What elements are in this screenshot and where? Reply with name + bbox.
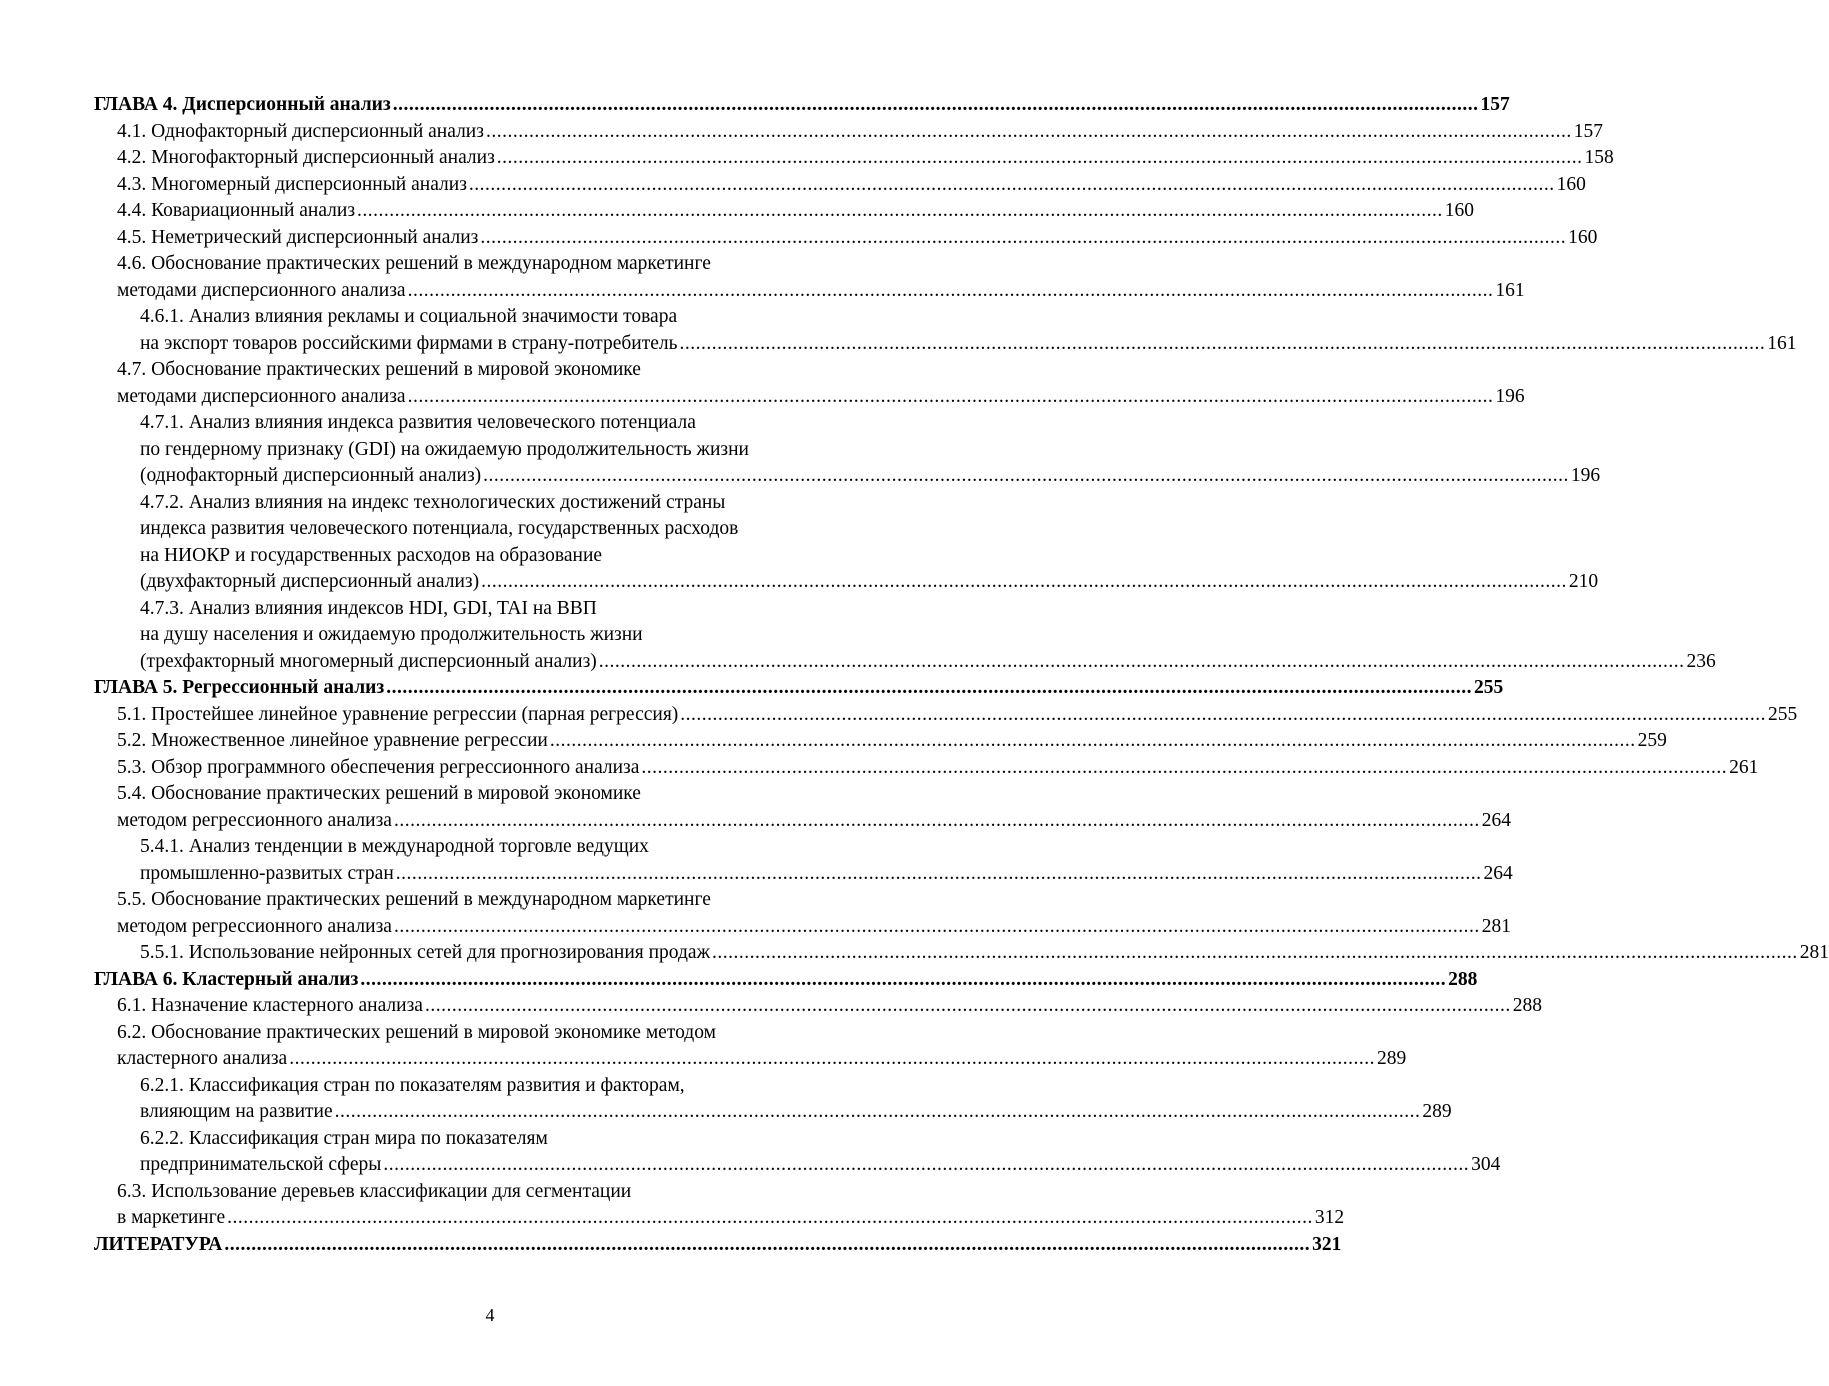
toc-section[interactable] [94, 145, 1614, 172]
toc-chapter[interactable] [94, 1232, 1342, 1259]
toc-page-number: 259 [1637, 730, 1667, 751]
dot-leader [641, 755, 1727, 782]
toc-entry-line [117, 172, 1586, 199]
toc-entry-text: 4.7.3. Анализ влияния индексов HDI, GDI, TAI на ВВП [140, 597, 597, 619]
toc-page-number: 281 [1799, 942, 1829, 963]
toc-entry-text: 4.6. Обоснование практических решений в международном маркетинге [117, 253, 711, 274]
toc-page-number: 196 [1495, 385, 1525, 407]
toc-entry-line [140, 569, 1599, 596]
toc-entry-text: методами дисперсионного анализа [117, 279, 406, 301]
toc-page-number: 158 [1584, 147, 1614, 168]
dot-leader [360, 967, 1446, 994]
toc-entry-text: 5.3. Обзор программного обеспечения регрессионного анализа [117, 756, 640, 778]
toc-entry-line [140, 861, 1513, 888]
toc-subsection[interactable] [94, 304, 1797, 357]
dot-leader [335, 1099, 1421, 1126]
toc-entry-text: по гендерному признаку (GDI) на ожидаемую продолжительность жизни [140, 438, 749, 460]
toc-page-number: 161 [1495, 279, 1525, 301]
toc-entry-text: 6.2. Обоснование практических решений в мировой экономике методом [117, 1021, 716, 1043]
toc-section[interactable] [94, 1179, 1345, 1232]
toc-entry-text: предпринимательской сферы [140, 1154, 382, 1175]
toc-entry-text: влияющим на развитие [140, 1101, 333, 1122]
toc-entry-text: методом регрессионного анализа [117, 809, 392, 831]
toc-entry-text: 5.5.1. Использование нейронных сетей для прогнозирования продаж [140, 942, 711, 963]
toc-page-number: 261 [1729, 756, 1759, 778]
dot-leader [497, 145, 1583, 172]
toc-chapter[interactable] [94, 675, 1504, 702]
toc-entry-line [117, 755, 1759, 782]
toc-page-number: 289 [1376, 1048, 1407, 1069]
toc-entry-text: на НИОКР и государственных расходов на образование [140, 544, 603, 566]
toc-entry-text: методами дисперсионного анализа [117, 385, 406, 407]
toc-entry-line [117, 225, 1598, 252]
dot-leader [394, 914, 1480, 941]
toc-entry-text: 4.5. Неметрический дисперсионный анализ [117, 226, 479, 248]
toc-entry-text: 5.4.1. Анализ тенденции в международной торговле ведущих [140, 836, 649, 857]
toc-entry-line [117, 993, 1542, 1020]
toc-section[interactable] [94, 198, 1475, 225]
toc-page-number: 321 [1312, 1233, 1342, 1255]
table-of-contents [94, 92, 1829, 1258]
toc-page-number: 157 [1480, 94, 1510, 115]
toc-entry-line [117, 728, 1667, 755]
toc-section[interactable] [94, 119, 1603, 146]
dot-leader [227, 1205, 1313, 1232]
toc-entry-line [117, 1205, 1345, 1232]
toc-section[interactable] [94, 357, 1525, 410]
toc-subsection[interactable] [94, 940, 1829, 967]
toc-entry-line [94, 1232, 1342, 1259]
toc-page-number: 304 [1471, 1154, 1501, 1175]
toc-entry-text: ГЛАВА 4. Дисперсионный анализ [94, 94, 391, 115]
toc-entry-text: 5.1. Простейшее линейное уравнение регрессии (парная регрессия) [117, 703, 679, 725]
toc-entry-text: методом регрессионного анализа [117, 915, 392, 937]
toc-subsection[interactable] [94, 596, 1716, 676]
toc-section[interactable] [94, 887, 1511, 940]
toc-section[interactable] [94, 702, 1798, 729]
toc-entry-line [94, 92, 1510, 119]
toc-entry-text: 4.6.1. Анализ влияния рекламы и социальной значимости товара [140, 306, 678, 327]
dot-leader [481, 569, 1567, 596]
dot-leader [680, 702, 1766, 729]
toc-subsection[interactable] [94, 1126, 1501, 1179]
dot-leader [408, 384, 1494, 411]
toc-page-number: 160 [1556, 173, 1586, 195]
toc-chapter[interactable] [94, 967, 1478, 994]
toc-entry-text: на экспорт товаров российскими фирмами в страну-потребитель [140, 332, 678, 354]
toc-entry-text: 5.5. Обоснование практических решений в международном маркетинге [117, 889, 711, 910]
toc-entry-text: 4.7.2. Анализ влияния на индекс технологических достижений страны [140, 491, 726, 513]
toc-page-number: 281 [1481, 915, 1511, 937]
toc-page-number: 288 [1512, 995, 1542, 1016]
toc-entry-line [117, 278, 1525, 305]
toc-entry-text: 4.4. Ковариационный анализ [117, 200, 356, 221]
toc-entry-text: (однофакторный дисперсионный анализ) [140, 465, 482, 486]
toc-entry-line [140, 1152, 1501, 1179]
dot-leader [425, 993, 1511, 1020]
toc-section[interactable] [94, 251, 1525, 304]
toc-page-number: 264 [1481, 809, 1511, 831]
toc-entry-line [117, 119, 1603, 146]
dot-leader [486, 119, 1572, 146]
toc-page-number: 161 [1767, 332, 1797, 354]
toc-page-number: 255 [1768, 703, 1798, 725]
toc-page-number: 255 [1473, 677, 1504, 698]
toc-subsection[interactable] [94, 834, 1513, 887]
dot-leader [550, 728, 1636, 755]
toc-section[interactable] [94, 1020, 1407, 1073]
toc-entry-line [140, 940, 1829, 967]
toc-entry-text: кластерного анализа [117, 1048, 288, 1069]
dot-leader [393, 92, 1479, 119]
dot-leader [469, 172, 1555, 199]
toc-entry-text: 5.4. Обоснование практических решений в мировой экономике [117, 783, 641, 804]
toc-entry-text: на душу населения и ожидаемую продолжительность жизни [140, 624, 643, 645]
toc-entry-line [117, 1046, 1407, 1073]
toc-section[interactable] [94, 755, 1759, 782]
toc-entry-line [117, 702, 1798, 729]
toc-page-number: 288 [1448, 968, 1478, 990]
toc-entry-line [117, 145, 1614, 172]
dot-leader [289, 1046, 1375, 1073]
toc-entry-text: промышленно-развитых стран [140, 862, 394, 884]
toc-page-number: 264 [1483, 862, 1513, 884]
toc-entry-line [117, 808, 1511, 835]
toc-entry-text: 4.3. Многомерный дисперсионный анализ [117, 173, 467, 195]
toc-entry-line [140, 649, 1716, 676]
toc-entry-text: (двухфакторный дисперсионный анализ) [140, 571, 480, 592]
toc-entry-text: 4.1. Однофакторный дисперсионный анализ [117, 120, 484, 142]
toc-entry-line [94, 967, 1478, 994]
dot-leader [712, 940, 1798, 967]
toc-section[interactable] [94, 993, 1542, 1020]
toc-entry-line [140, 331, 1797, 358]
toc-page-number: 157 [1573, 120, 1603, 142]
dot-leader [386, 675, 1472, 702]
toc-subsection[interactable] [94, 1073, 1452, 1126]
toc-entry-text: 6.1. Назначение кластерного анализа [117, 995, 423, 1016]
toc-section[interactable] [94, 225, 1598, 252]
toc-entry-text: 4.7. Обоснование практических решений в мировой экономике [117, 359, 641, 380]
toc-entry-text: 4.2. Многофакторный дисперсионный анализ [117, 147, 495, 168]
toc-page-number: 196 [1570, 465, 1601, 486]
toc-section[interactable] [94, 172, 1586, 199]
toc-entry-line [94, 675, 1504, 702]
toc-section[interactable] [94, 728, 1667, 755]
toc-entry-text: индекса развития человеческого потенциала, государственных расходов [140, 518, 739, 539]
toc-page-number: 160 [1568, 226, 1598, 248]
toc-entry-line [140, 463, 1601, 490]
toc-entry-text: ЛИТЕРАТУРА [94, 1233, 223, 1255]
toc-chapter[interactable] [94, 92, 1510, 119]
toc-page-number: 210 [1568, 571, 1599, 592]
toc-page-number: 312 [1314, 1207, 1345, 1228]
dot-leader [480, 225, 1566, 252]
toc-entry-text: в маркетинге [117, 1207, 226, 1228]
toc-entry-text: 6.3. Использование деревьев классификации для сегментации [117, 1180, 632, 1202]
toc-entry-line [117, 198, 1475, 225]
toc-page-number: 289 [1422, 1101, 1452, 1122]
toc-section[interactable] [94, 781, 1511, 834]
toc-subsection[interactable] [94, 490, 1599, 596]
toc-entry-text: 4.7.1. Анализ влияния индекса развития человеческого потенциала [140, 412, 696, 433]
dot-leader [357, 198, 1443, 225]
dot-leader [396, 861, 1482, 888]
toc-page-number: 160 [1444, 200, 1475, 221]
toc-entry-text: ГЛАВА 6. Кластерный анализ [94, 968, 359, 990]
toc-entry-line [117, 914, 1511, 941]
toc-entry-text: 6.2.2. Классификация стран мира по показателям [140, 1127, 548, 1149]
dot-leader [224, 1232, 1310, 1259]
toc-page-number: 236 [1686, 650, 1716, 672]
dot-leader [408, 278, 1494, 305]
toc-entry-line [117, 384, 1525, 411]
dot-leader [383, 1152, 1469, 1179]
dot-leader [483, 463, 1569, 490]
toc-entry-text: (трехфакторный многомерный дисперсионный анализ) [140, 650, 597, 672]
toc-subsection[interactable] [94, 410, 1601, 490]
dot-leader [599, 649, 1685, 676]
dot-leader [680, 331, 1766, 358]
toc-entry-text: ГЛАВА 5. Регрессионный анализ [94, 677, 385, 698]
toc-entry-text: 5.2. Множественное линейное уравнение регрессии [117, 730, 548, 751]
toc-entry-text: 6.2.1. Классификация стран по показателям развития и факторам, [140, 1074, 685, 1096]
toc-entry-line [140, 1099, 1452, 1126]
page-number: 4 [485, 1305, 495, 1325]
dot-leader [394, 808, 1480, 835]
